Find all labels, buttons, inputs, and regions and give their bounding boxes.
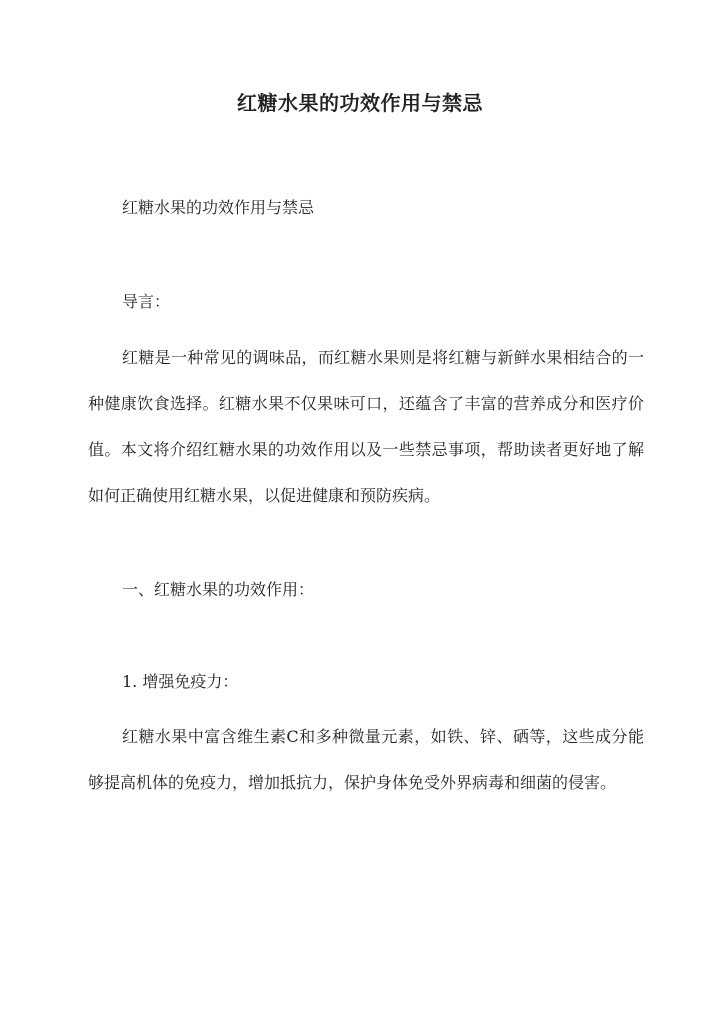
section-heading: 一、红糖水果的功效作用： bbox=[122, 580, 315, 599]
intro-label: 导言： bbox=[122, 292, 171, 311]
page-title: 红糖水果的功效作用与禁忌 bbox=[237, 91, 483, 115]
document-subtitle: 红糖水果的功效作用与禁忌 bbox=[122, 198, 315, 217]
intro-paragraph: 红糖是一种常见的调味品，而红糖水果则是将红糖与新鲜水果相结合的一种健康饮食选择。红糖水果不仅果味可口，还蕴含了丰富的营养成分和医疗价值。本文将介绍红糖水果的功效作用以及一些禁忌事项，帮助读者更好地了解如何正确使用红糖水果，以促进健康和预防疾病。 bbox=[88, 348, 644, 505]
body-paragraph: 红糖水果中富含维生素C和多种微量元素，如铁、锌、硒等，这些成分能够提高机体的免疫力，增加抵抗力，保护身体免受外界病毒和细菌的侵害。 bbox=[88, 727, 644, 792]
sub-heading: 1. 增强免疫力： bbox=[122, 672, 239, 691]
